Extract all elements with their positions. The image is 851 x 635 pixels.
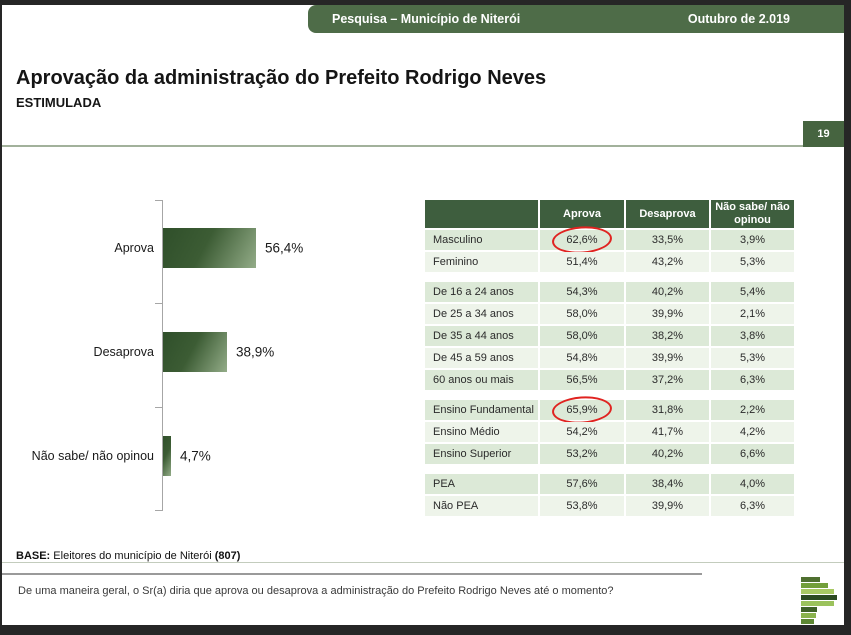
table-value-cell: 2,1% [711, 304, 794, 324]
table-value-cell: 62,6% [540, 230, 624, 250]
table-value-cell: 31,8% [626, 400, 709, 420]
approval-bar-chart [2, 5, 422, 625]
table-value-cell: 4,2% [711, 422, 794, 442]
table-row-label: Feminino [425, 252, 538, 272]
table-value-cell: 4,0% [711, 474, 794, 494]
chart-category-label: Não sabe/ não opinou [31, 449, 154, 463]
table-value-cell: 65,9% [540, 400, 624, 420]
table-row [425, 348, 795, 368]
table-value-cell: 39,9% [626, 348, 709, 368]
table-row [425, 252, 795, 272]
logo-bar [801, 583, 828, 588]
table-value-cell: 6,6% [711, 444, 794, 464]
table-row [425, 400, 795, 420]
axis-tick [155, 510, 163, 511]
table-value-cell: 54,3% [540, 282, 624, 302]
table-row [425, 282, 795, 302]
footer-divider [2, 573, 702, 575]
base-count: (807) [214, 550, 241, 562]
table-value-cell: 38,2% [626, 326, 709, 346]
table-row [425, 496, 795, 516]
table-column-header: Não sabe/ não opinou [711, 200, 794, 228]
table-row [425, 326, 795, 346]
table-row [425, 370, 795, 390]
company-p-logo-icon [801, 577, 838, 625]
table-row-label: Não PEA [425, 496, 538, 516]
survey-title: Pesquisa – Município de Niterói [332, 12, 521, 26]
table-value-cell: 41,7% [626, 422, 709, 442]
table-row [425, 304, 795, 324]
table-value-cell: 6,3% [711, 370, 794, 390]
chart-bar [163, 228, 256, 268]
base-text: Eleitores do município de Niterói [50, 550, 215, 562]
page-number-badge: 19 [803, 121, 844, 147]
logo-bar [801, 601, 834, 606]
table-row-label: De 25 a 34 anos [425, 304, 538, 324]
base-note [16, 550, 246, 562]
table-value-cell: 38,4% [626, 474, 709, 494]
chart-category-label: Desaprova [93, 345, 154, 359]
table-row-label: De 45 a 59 anos [425, 348, 538, 368]
table-column-header: Desaprova [626, 200, 709, 228]
table-value-cell: 39,9% [626, 304, 709, 324]
red-circle-annotation-icon [551, 224, 613, 255]
red-circle-annotation-icon [551, 394, 613, 425]
table-value-cell: 54,2% [540, 422, 624, 442]
chart-bar [163, 332, 227, 372]
table-row [425, 422, 795, 442]
axis-tick [155, 200, 163, 201]
logo-bar [801, 619, 814, 624]
page-title: Aprovação da administração do Prefeito Rodrigo Neves [16, 67, 547, 89]
table-row-label: Masculino [425, 230, 538, 250]
survey-question: De uma maneira geral, o Sr(a) diria que aprova ou desaprova a administração do Prefeito Rodrigo Neves até o momento? [18, 585, 614, 597]
table-value-cell: 58,0% [540, 304, 624, 324]
table-row-label: De 35 a 44 anos [425, 326, 538, 346]
table-value-cell: 5,4% [711, 282, 794, 302]
chart-bar-row [2, 228, 422, 268]
table-row-label: Ensino Superior [425, 444, 538, 464]
table-value-cell: 39,9% [626, 496, 709, 516]
table-value-cell: 37,2% [626, 370, 709, 390]
table-value-cell: 43,2% [626, 252, 709, 272]
table-corner-cell [425, 200, 538, 228]
table-value-cell: 3,8% [711, 326, 794, 346]
survey-date: Outubro de 2.019 [687, 12, 790, 26]
table-row [425, 444, 795, 464]
chart-value-label: 4,7% [180, 448, 211, 464]
table-value-cell: 56,5% [540, 370, 624, 390]
chart-bar [163, 436, 171, 476]
table-row-label: De 16 a 24 anos [425, 282, 538, 302]
table-row-label: Ensino Fundamental [425, 400, 538, 420]
footer-divider-light [2, 562, 844, 563]
logo-bar [801, 607, 817, 612]
table-value-cell: 54,8% [540, 348, 624, 368]
logo-bar [801, 577, 820, 582]
table-value-cell: 3,9% [711, 230, 794, 250]
logo-bar [801, 589, 834, 594]
chart-bar-row [2, 332, 422, 372]
table-value-cell: 53,8% [540, 496, 624, 516]
table-value-cell: 58,0% [540, 326, 624, 346]
logo-bar [801, 595, 837, 600]
page-subtitle: ESTIMULADA [16, 95, 102, 110]
table-value-cell: 5,3% [711, 348, 794, 368]
crosstab-table [425, 200, 795, 518]
table-value-cell: 33,5% [626, 230, 709, 250]
table-row [425, 230, 795, 250]
table-value-cell: 40,2% [626, 444, 709, 464]
base-label: BASE: [16, 550, 51, 562]
chart-category-label: Aprova [114, 241, 154, 255]
chart-value-label: 56,4% [265, 240, 304, 256]
table-value-cell: 40,2% [626, 282, 709, 302]
table-value-cell: 5,3% [711, 252, 794, 272]
axis-tick [155, 303, 163, 304]
chart-bar-row [2, 436, 422, 476]
table-value-cell: 57,6% [540, 474, 624, 494]
chart-value-label: 38,9% [236, 344, 275, 360]
axis-tick [155, 407, 163, 408]
table-row-label: 60 anos ou mais [425, 370, 538, 390]
slide [2, 5, 844, 625]
table-header-row [425, 200, 795, 228]
table-row-label: PEA [425, 474, 538, 494]
table-value-cell: 53,2% [540, 444, 624, 464]
logo-bar [801, 613, 816, 618]
table-value-cell: 2,2% [711, 400, 794, 420]
table-column-header: Aprova [540, 200, 624, 228]
table-row-label: Ensino Médio [425, 422, 538, 442]
table-value-cell: 51,4% [540, 252, 624, 272]
table-value-cell: 6,3% [711, 496, 794, 516]
table-row [425, 474, 795, 494]
